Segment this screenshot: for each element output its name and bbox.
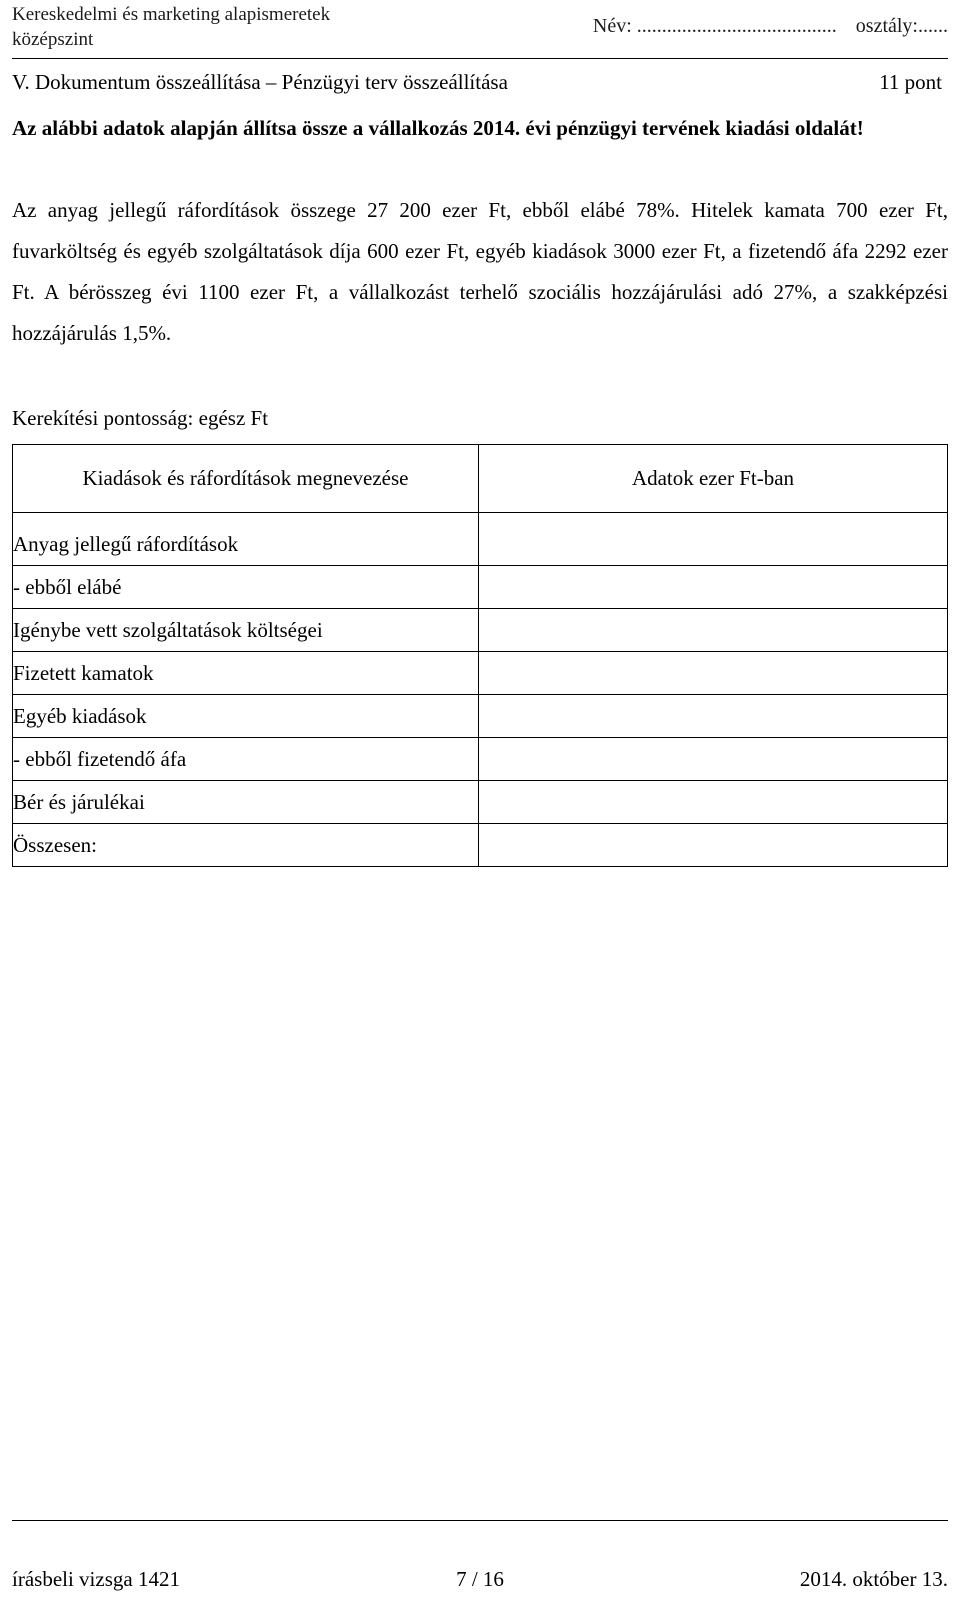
table-row bbox=[13, 609, 948, 652]
class-field: osztály:...... bbox=[855, 15, 948, 37]
amount-cell[interactable] bbox=[479, 652, 948, 695]
header-amount: Adatok ezer Ft-ban bbox=[479, 445, 948, 513]
student-fields bbox=[593, 14, 948, 39]
exam-code: írásbeli vizsga 1421 bbox=[12, 1567, 180, 1591]
task-data-paragraph: Az anyag jellegű ráfordítások összege 27 200 ezer Ft, ebből elábé 78%. Hitelek kamata 700 ezer Ft, fuvarköltség és egyéb szolgáltatások díja 600 ezer Ft, egyéb kiadások 3000 ezer Ft, a fizetendő áfa 2292 ezer Ft. A bérösszeg évi 1100 ezer Ft, a vállalkozást terhelő szociális hozzájárulási adó 27%, a szakképzési hozzájárulás 1,5%. bbox=[12, 198, 948, 345]
table-row bbox=[13, 566, 948, 609]
exam-date: 2014. október 13. bbox=[799, 1567, 948, 1591]
section-title-text: V. Dokumentum összeállítása – Pénzügyi terv összeállítása bbox=[12, 70, 508, 94]
page-footer bbox=[12, 1520, 948, 1601]
table-row bbox=[13, 523, 948, 566]
amount-cell[interactable] bbox=[479, 695, 948, 738]
amount-cell[interactable] bbox=[479, 609, 948, 652]
spacer-cell bbox=[13, 513, 479, 524]
page-number: 7 / 16 bbox=[456, 1567, 504, 1591]
rounding-note: Kerekítési pontosság: egész Ft bbox=[12, 406, 269, 430]
task-instruction: Az alábbi adatok alapján állítsa össze a vállalkozás 2014. évi pénzügyi tervének kiadási oldalát! bbox=[12, 116, 864, 140]
amount-cell[interactable] bbox=[479, 824, 948, 867]
exam-page bbox=[12, 0, 948, 1600]
row-label: Egyéb kiadások bbox=[13, 695, 479, 738]
row-label: Összesen: bbox=[13, 824, 479, 867]
row-label: Igénybe vett szolgáltatások költségei bbox=[13, 609, 479, 652]
section-points: 11 pont bbox=[879, 70, 942, 94]
row-label: Fizetett kamatok bbox=[13, 652, 479, 695]
financial-plan-table bbox=[12, 444, 948, 867]
section-title bbox=[12, 68, 948, 96]
subject-line-2: középszint bbox=[12, 29, 94, 50]
name-field: Név: ........................................ bbox=[592, 15, 837, 37]
row-label: Bér és járulékai bbox=[13, 781, 479, 824]
subject-line-1: Kereskedelmi és marketing alapismeretek bbox=[12, 4, 331, 25]
amount-cell[interactable] bbox=[479, 781, 948, 824]
table-header-row bbox=[13, 445, 948, 513]
amount-cell[interactable] bbox=[479, 523, 948, 566]
spacer-cell bbox=[479, 513, 948, 524]
table-row bbox=[13, 695, 948, 738]
row-label: - ebből fizetendő áfa bbox=[13, 738, 479, 781]
table-row bbox=[13, 824, 948, 867]
amount-cell[interactable] bbox=[479, 566, 948, 609]
subject-title bbox=[12, 2, 330, 52]
table-row bbox=[13, 652, 948, 695]
row-label: - ebből elábé bbox=[13, 566, 479, 609]
row-label: Anyag jellegű ráfordítások bbox=[13, 523, 479, 566]
amount-cell[interactable] bbox=[479, 738, 948, 781]
header-item-name: Kiadások és ráfordítások megnevezése bbox=[13, 445, 479, 513]
page-header bbox=[12, 0, 948, 59]
table-row bbox=[13, 781, 948, 824]
table-row bbox=[13, 738, 948, 781]
table-spacer-row bbox=[13, 513, 948, 524]
